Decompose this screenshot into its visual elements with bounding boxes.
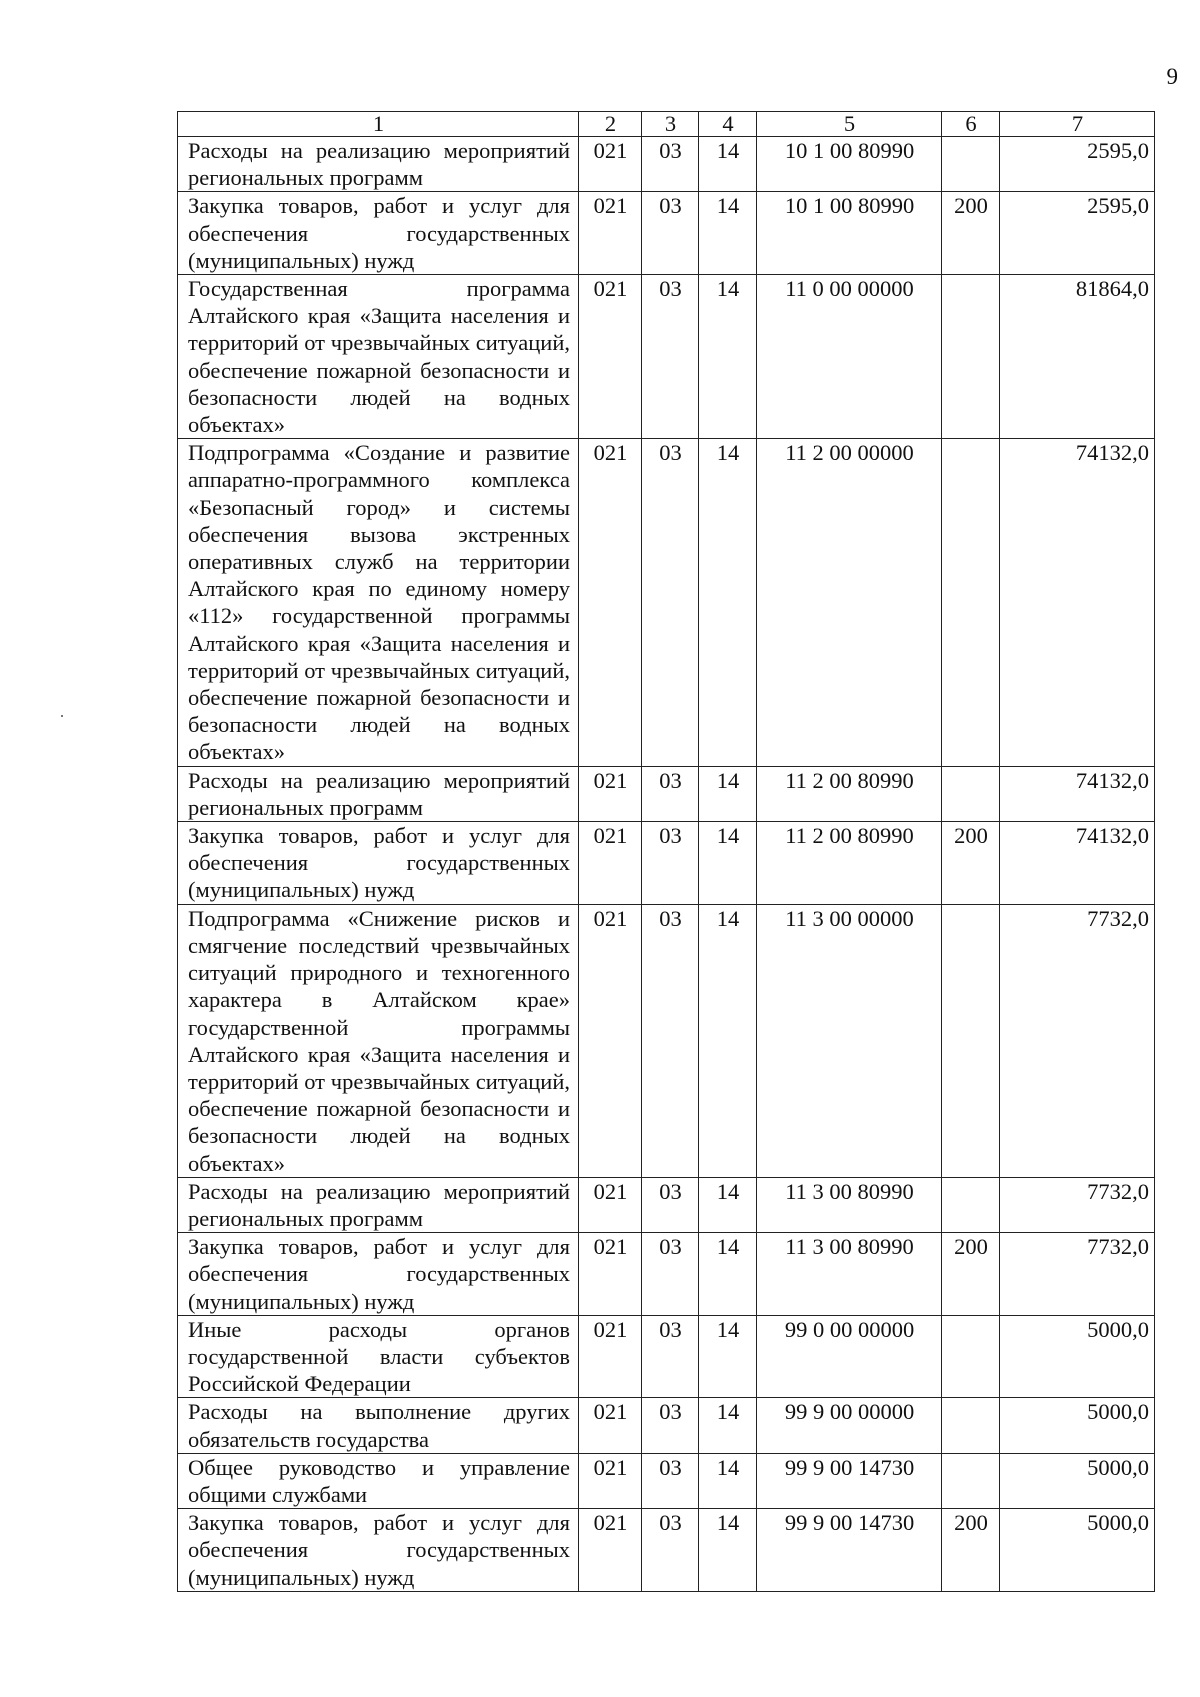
target-article-cell: 99 9 00 14730 <box>757 1509 942 1592</box>
header-cell-5: 5 <box>757 112 942 137</box>
subsection-code-cell: 14 <box>699 1453 757 1508</box>
section-code-cell: 03 <box>642 1398 699 1453</box>
table-row <box>178 1509 1155 1592</box>
amount-cell: 2595,0 <box>1000 192 1155 275</box>
ministry-code-cell: 021 <box>579 1398 642 1453</box>
target-article-cell: 99 0 00 00000 <box>757 1315 942 1398</box>
section-code-cell: 03 <box>642 192 699 275</box>
expense-name-cell: Расходы на реализацию мероприятий региональных программ <box>178 1177 579 1232</box>
target-article-cell: 11 2 00 80990 <box>757 822 942 905</box>
amount-cell: 5000,0 <box>1000 1509 1155 1592</box>
ministry-code-cell: 021 <box>579 439 642 766</box>
table-row <box>178 1398 1155 1453</box>
expense-name-cell: Расходы на выполнение других обязательств государства <box>178 1398 579 1453</box>
section-code-cell: 03 <box>642 1509 699 1592</box>
header-cell-7: 7 <box>1000 112 1155 137</box>
table-row <box>178 439 1155 766</box>
target-article-cell: 11 3 00 80990 <box>757 1233 942 1316</box>
expense-type-cell <box>942 275 1000 439</box>
subsection-code-cell: 14 <box>699 1233 757 1316</box>
section-code-cell: 03 <box>642 822 699 905</box>
subsection-code-cell: 14 <box>699 275 757 439</box>
expense-type-cell: 200 <box>942 1509 1000 1592</box>
expense-type-cell <box>942 1177 1000 1232</box>
expense-name-cell: Подпрограмма «Снижение рисков и смягчение последствий чрезвычайных ситуаций природного и техногенного характера в Алтайском крае» государственной программы Алтайского края «Защита населения и территорий от чрезвычайных ситуаций, обеспечение пожарной безопасности и безопасности людей на водных объектах» <box>178 904 579 1177</box>
amount-cell: 5000,0 <box>1000 1315 1155 1398</box>
expense-name-cell: Государственная программа Алтайского края «Защита населения и территорий от чрезвычайных ситуаций, обеспечение пожарной безопасности и безопасности людей на водных объектах» <box>178 275 579 439</box>
subsection-code-cell: 14 <box>699 1509 757 1592</box>
header-cell-2: 2 <box>579 112 642 137</box>
section-code-cell: 03 <box>642 439 699 766</box>
table-row <box>178 1453 1155 1508</box>
ministry-code-cell: 021 <box>579 1453 642 1508</box>
expense-type-cell <box>942 766 1000 821</box>
section-code-cell: 03 <box>642 275 699 439</box>
expense-name-cell: Общее руководство и управление общими службами <box>178 1453 579 1508</box>
table-row <box>178 137 1155 192</box>
expense-type-cell <box>942 137 1000 192</box>
target-article-cell: 99 9 00 00000 <box>757 1398 942 1453</box>
ministry-code-cell: 021 <box>579 1177 642 1232</box>
subsection-code-cell: 14 <box>699 822 757 905</box>
expense-type-cell <box>942 1315 1000 1398</box>
expense-name-cell: Расходы на реализацию мероприятий региональных программ <box>178 137 579 192</box>
amount-cell: 81864,0 <box>1000 275 1155 439</box>
ministry-code-cell: 021 <box>579 766 642 821</box>
expense-name-cell: Закупка товаров, работ и услуг для обеспечения государственных (муниципальных) нужд <box>178 192 579 275</box>
expense-type-cell <box>942 1398 1000 1453</box>
target-article-cell: 99 9 00 14730 <box>757 1453 942 1508</box>
amount-cell: 7732,0 <box>1000 1177 1155 1232</box>
expense-name-cell: Подпрограмма «Создание и развитие аппаратно-программного комплекса «Безопасный город» и системы обеспечения вызова экстренных оперативных служб на территории Алтайского края по единому номеру «112» государственной программы Алтайского края «Защита населения и территорий от чрезвычайных ситуаций, обеспечение пожарной безопасности и безопасности людей на водных объектах» <box>178 439 579 766</box>
section-code-cell: 03 <box>642 1453 699 1508</box>
table-row <box>178 904 1155 1177</box>
amount-cell: 5000,0 <box>1000 1398 1155 1453</box>
ministry-code-cell: 021 <box>579 192 642 275</box>
section-code-cell: 03 <box>642 766 699 821</box>
target-article-cell: 11 3 00 00000 <box>757 904 942 1177</box>
table-header-row <box>178 112 1155 137</box>
section-code-cell: 03 <box>642 137 699 192</box>
target-article-cell: 11 0 00 00000 <box>757 275 942 439</box>
header-cell-4: 4 <box>699 112 757 137</box>
ministry-code-cell: 021 <box>579 1509 642 1592</box>
subsection-code-cell: 14 <box>699 1177 757 1232</box>
expense-type-cell: 200 <box>942 1233 1000 1316</box>
expense-name-cell: Закупка товаров, работ и услуг для обеспечения государственных (муниципальных) нужд <box>178 1509 579 1592</box>
header-cell-6: 6 <box>942 112 1000 137</box>
subsection-code-cell: 14 <box>699 137 757 192</box>
section-code-cell: 03 <box>642 1233 699 1316</box>
table-row <box>178 1233 1155 1316</box>
budget-table <box>177 111 1155 1592</box>
expense-type-cell <box>942 439 1000 766</box>
ministry-code-cell: 021 <box>579 137 642 192</box>
page-number: 9 <box>1166 64 1178 89</box>
ministry-code-cell: 021 <box>579 1315 642 1398</box>
table-row <box>178 822 1155 905</box>
amount-cell: 2595,0 <box>1000 137 1155 192</box>
target-article-cell: 11 2 00 80990 <box>757 766 942 821</box>
target-article-cell: 11 3 00 80990 <box>757 1177 942 1232</box>
amount-cell: 74132,0 <box>1000 822 1155 905</box>
section-code-cell: 03 <box>642 1177 699 1232</box>
header-cell-3: 3 <box>642 112 699 137</box>
subsection-code-cell: 14 <box>699 439 757 766</box>
ministry-code-cell: 021 <box>579 275 642 439</box>
ministry-code-cell: 021 <box>579 822 642 905</box>
header-cell-1: 1 <box>178 112 579 137</box>
section-code-cell: 03 <box>642 904 699 1177</box>
subsection-code-cell: 14 <box>699 192 757 275</box>
table-body <box>178 112 1155 1592</box>
amount-cell: 5000,0 <box>1000 1453 1155 1508</box>
target-article-cell: 11 2 00 00000 <box>757 439 942 766</box>
subsection-code-cell: 14 <box>699 766 757 821</box>
scan-speck <box>61 715 63 717</box>
target-article-cell: 10 1 00 80990 <box>757 192 942 275</box>
ministry-code-cell: 021 <box>579 1233 642 1316</box>
ministry-code-cell: 021 <box>579 904 642 1177</box>
amount-cell: 74132,0 <box>1000 766 1155 821</box>
amount-cell: 7732,0 <box>1000 1233 1155 1316</box>
expense-type-cell <box>942 1453 1000 1508</box>
target-article-cell: 10 1 00 80990 <box>757 137 942 192</box>
amount-cell: 74132,0 <box>1000 439 1155 766</box>
expense-name-cell: Закупка товаров, работ и услуг для обеспечения государственных (муниципальных) нужд <box>178 1233 579 1316</box>
expense-name-cell: Закупка товаров, работ и услуг для обеспечения государственных (муниципальных) нужд <box>178 822 579 905</box>
table-row <box>178 766 1155 821</box>
expense-name-cell: Иные расходы органов государственной власти субъектов Российской Федерации <box>178 1315 579 1398</box>
subsection-code-cell: 14 <box>699 904 757 1177</box>
expense-name-cell: Расходы на реализацию мероприятий региональных программ <box>178 766 579 821</box>
expense-type-cell <box>942 904 1000 1177</box>
subsection-code-cell: 14 <box>699 1398 757 1453</box>
table-row <box>178 275 1155 439</box>
table-row <box>178 192 1155 275</box>
expense-type-cell: 200 <box>942 822 1000 905</box>
expense-type-cell: 200 <box>942 192 1000 275</box>
amount-cell: 7732,0 <box>1000 904 1155 1177</box>
section-code-cell: 03 <box>642 1315 699 1398</box>
table-row <box>178 1177 1155 1232</box>
subsection-code-cell: 14 <box>699 1315 757 1398</box>
table-row <box>178 1315 1155 1398</box>
